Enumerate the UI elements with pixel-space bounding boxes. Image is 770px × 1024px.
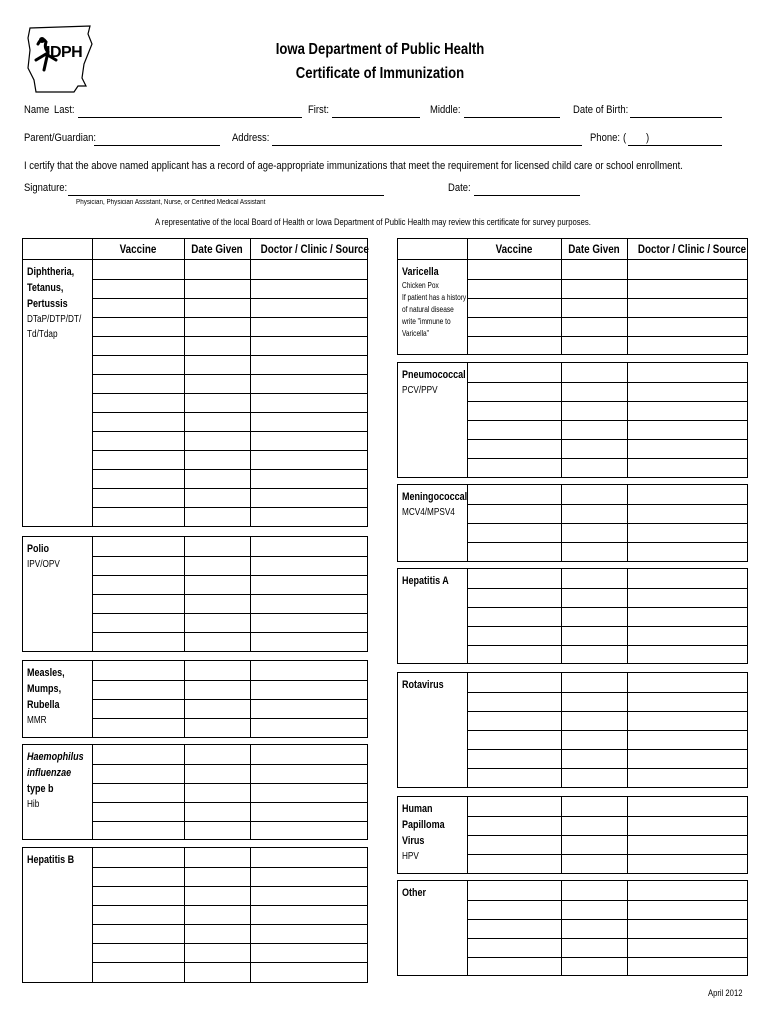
polio-label: Polio IPV/OPV: [27, 543, 60, 570]
sign-date-field[interactable]: [474, 183, 580, 196]
left-table-header: [22, 238, 368, 260]
meningococcal-label: Meningococcal MCV4/MPSV4: [402, 491, 468, 518]
hepatitis-b-group: [22, 847, 368, 983]
page-subtitle: Certificate of Immunization: [295, 65, 465, 82]
signer-note: Physician, Physician Assistant, Nurse, or Certified Medical Assistant: [76, 199, 266, 206]
hepatitis-a-group: [397, 568, 748, 664]
dob-field[interactable]: [630, 105, 722, 118]
idph-logo: [24, 20, 96, 96]
varicella-label: Varicella Chicken Pox If patient has a history of natural disease write "immune to Varicella": [402, 266, 467, 338]
logo-text: IDPH: [46, 44, 83, 61]
address-label: Address:: [232, 132, 270, 144]
hepatitis-b-label: Hepatitis B: [27, 854, 75, 866]
middle-name-label: Middle:: [430, 104, 461, 116]
right-table-header: [397, 238, 748, 260]
middle-name-field[interactable]: [464, 105, 560, 118]
phone-paren-open: (: [623, 132, 627, 144]
address-field[interactable]: [272, 133, 582, 146]
left-vaccine-header: Vaccine: [119, 242, 157, 256]
name-label: Name: [24, 104, 50, 116]
right-vaccine-header: Vaccine: [495, 242, 533, 256]
revision-date: April 2012: [708, 988, 743, 998]
last-name-label: Last:: [54, 104, 75, 116]
first-name-field[interactable]: [332, 105, 420, 118]
varicella-group: [397, 259, 748, 355]
right-source-header: Doctor / Clinic / Source: [637, 242, 747, 256]
right-date-header: Date Given: [568, 242, 620, 256]
meningococcal-group: [397, 484, 748, 562]
signature-field[interactable]: [68, 183, 384, 196]
dtap-group: [22, 259, 368, 527]
sign-date-label: Date:: [448, 182, 471, 194]
last-name-field[interactable]: [78, 105, 302, 118]
left-date-header: Date Given: [191, 242, 243, 256]
page-title: Iowa Department of Public Health: [275, 41, 485, 58]
polio-group: [22, 536, 368, 652]
phone-field[interactable]: [628, 133, 722, 146]
dob-label: Date of Birth:: [573, 104, 629, 116]
representative-note: A representative of the local Board of Health or Iowa Department of Public Health may review this certificate for survey purposes.: [155, 217, 591, 227]
parent-field[interactable]: [94, 133, 220, 146]
phone-label: Phone:: [590, 132, 620, 144]
dtap-label: Diphtheria, Tetanus, Pertussis DTaP/DTP/DT/ Td/Tdap: [27, 266, 82, 340]
certify-statement: I certify that the above named applicant has a record of age-appropriate immunizations that meet the requirement for licensed child care or school enrollment.: [24, 160, 683, 172]
mmr-group: [22, 660, 368, 738]
rotavirus-label: Rotavirus: [402, 679, 444, 691]
parent-label: Parent/Guardian:: [24, 132, 97, 144]
other-group: [397, 880, 748, 976]
rotavirus-group: [397, 672, 748, 788]
hpv-label: Human Papilloma Virus HPV: [402, 803, 445, 862]
hib-group: [22, 744, 368, 840]
hepatitis-a-label: Hepatitis A: [402, 575, 449, 587]
other-label: Other: [402, 887, 427, 899]
left-source-header: Doctor / Clinic / Source: [260, 242, 369, 256]
signature-label: Signature:: [24, 182, 68, 194]
pneumococcal-group: [397, 362, 748, 478]
hib-label: Haemophilus influenzae type b Hib: [27, 751, 84, 810]
pneumococcal-label: Pneumococcal PCV/PPV: [402, 369, 466, 396]
hpv-group: [397, 796, 748, 874]
mmr-label: Measles, Mumps, Rubella MMR: [27, 667, 65, 726]
phone-paren-close: ): [646, 132, 650, 144]
first-name-label: First:: [308, 104, 330, 116]
